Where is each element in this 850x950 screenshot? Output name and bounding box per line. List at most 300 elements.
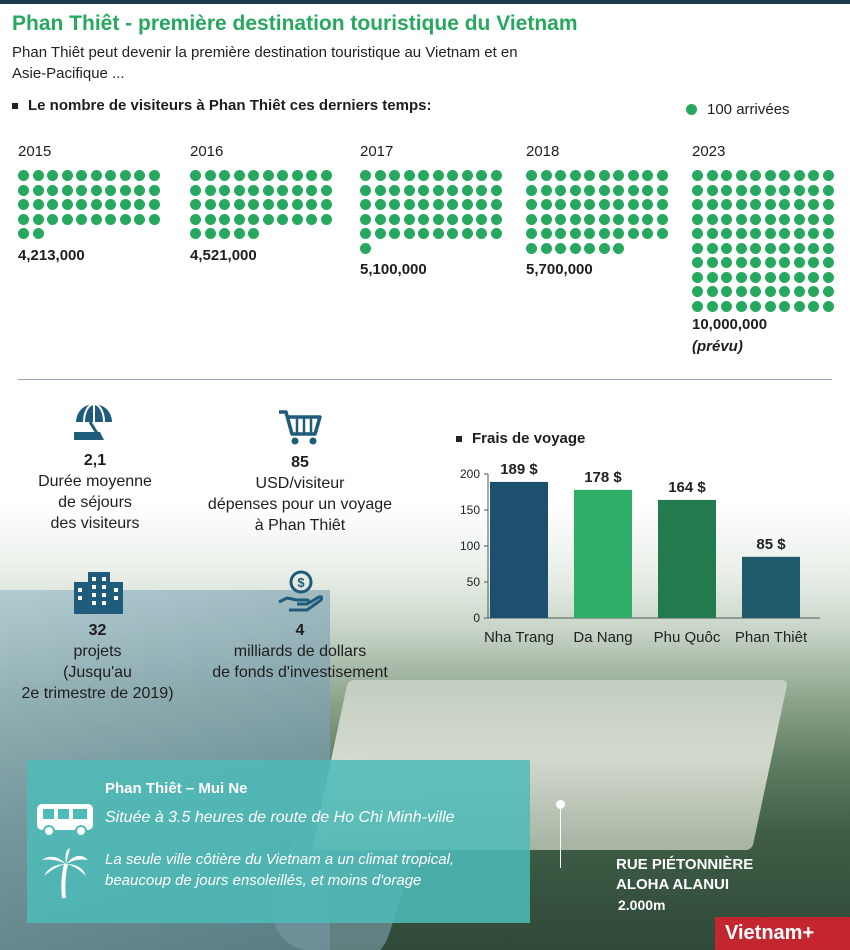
visitor-dot (292, 170, 303, 181)
visitor-dot (628, 170, 639, 181)
visitor-dot (808, 228, 819, 239)
visitor-dot (18, 214, 29, 225)
y-tick-label: 200 (459, 467, 480, 481)
visitor-dot (750, 199, 761, 210)
y-tick-label: 100 (459, 539, 480, 553)
visitor-dot (248, 170, 259, 181)
stat-stay-value: 2,1 (83, 452, 107, 469)
category-label: Nha Trang (483, 629, 555, 646)
visitor-dot (389, 199, 400, 210)
visitor-dot (642, 199, 653, 210)
visitor-dot (584, 185, 595, 196)
stat-projects-value: 32 (88, 622, 107, 639)
visitor-dot (765, 257, 776, 268)
visitor-dot (779, 228, 790, 239)
visitor-dot (750, 301, 761, 312)
dot-legend (686, 101, 790, 118)
visitor-dot (599, 228, 610, 239)
visitor-dot (823, 228, 834, 239)
stat-investment-label: milliards de dollars (233, 643, 367, 660)
dot-legend-icon (686, 104, 697, 115)
visitor-dot (149, 214, 160, 225)
visitor-dot (47, 170, 58, 181)
visitor-dot (750, 272, 761, 283)
page-subtitle: Phan Thiêt peut devenir la première destination touristique au Vietnam et en Asie-Pacifique ... (12, 44, 518, 82)
visitor-dot (721, 228, 732, 239)
visitor-dot (62, 170, 73, 181)
visitor-dot (91, 214, 102, 225)
visitor-dot (526, 228, 537, 239)
stat-spend-label: à Phan Thiêt (254, 517, 346, 534)
visitor-dot (794, 214, 805, 225)
visitor-dot (765, 185, 776, 196)
visitor-dot (794, 257, 805, 268)
visitor-dot (779, 301, 790, 312)
stat-spend (195, 408, 405, 536)
visitor-dot (541, 214, 552, 225)
visitor-dot (190, 170, 201, 181)
visitor-dot (321, 199, 332, 210)
visitor-dot (134, 170, 145, 181)
visitor-dot (447, 228, 458, 239)
visitor-dot (823, 257, 834, 268)
visitor-dot (219, 199, 230, 210)
visitor-dot (750, 228, 761, 239)
visitor-dot (219, 185, 230, 196)
visitor-dot (404, 214, 415, 225)
visitor-dot (779, 243, 790, 254)
visitor-dot (808, 286, 819, 297)
visitor-dot (823, 214, 834, 225)
visitor-dot (190, 185, 201, 196)
visitor-dot (219, 170, 230, 181)
visitor-dot (404, 170, 415, 181)
visitor-dot (736, 228, 747, 239)
visitor-dot (476, 199, 487, 210)
visitor-dot (570, 228, 581, 239)
visitor-dot (360, 199, 371, 210)
visitor-dot (491, 185, 502, 196)
visitor-dot (584, 214, 595, 225)
bar (742, 557, 800, 618)
stat-projects-label: (Jusqu'au (63, 664, 132, 681)
visitor-dot (476, 214, 487, 225)
year-group-2018 (526, 143, 671, 257)
visitor-count-2015: 4,213,000 (18, 247, 85, 264)
building-icon (71, 570, 125, 614)
category-label: Phan Thiêt (734, 629, 808, 646)
visitor-dot (736, 243, 747, 254)
visitor-dot (234, 214, 245, 225)
visitor-dot (555, 185, 566, 196)
visitor-dot (149, 185, 160, 196)
visitor-dot (692, 170, 703, 181)
visitor-dot (570, 185, 581, 196)
visitor-dot (433, 185, 444, 196)
visitor-dot (33, 214, 44, 225)
category-label: Da Nang (573, 629, 633, 646)
visitor-dot (613, 199, 624, 210)
visitor-dot (750, 170, 761, 181)
visitor-dot (707, 272, 718, 283)
visitor-dot (418, 170, 429, 181)
visitor-dot (736, 185, 747, 196)
visitor-dot (491, 228, 502, 239)
dot-matrix (526, 170, 671, 257)
visitor-dot (447, 170, 458, 181)
visitor-dot (389, 170, 400, 181)
visitor-dot (794, 243, 805, 254)
visitor-dot (555, 214, 566, 225)
visitor-dot (721, 199, 732, 210)
visitor-dot (33, 199, 44, 210)
stat-stay-label: Durée moyenne (38, 473, 152, 490)
visitor-dot (263, 214, 274, 225)
top-bar (0, 0, 850, 4)
visitor-dot (657, 170, 668, 181)
visitor-dot (750, 243, 761, 254)
visitor-dot (18, 228, 29, 239)
visitor-dot (707, 286, 718, 297)
visitor-dot (205, 228, 216, 239)
visitor-dot (823, 286, 834, 297)
visitor-dot (306, 170, 317, 181)
visitor-dot (476, 228, 487, 239)
bar-value-label: 178 $ (584, 468, 622, 486)
visitor-dot (190, 199, 201, 210)
dot-matrix (18, 170, 163, 243)
visitor-dot (62, 199, 73, 210)
visitor-dot (263, 185, 274, 196)
visitor-dot (234, 199, 245, 210)
bullet-square-icon (12, 103, 18, 109)
visitor-dot (33, 170, 44, 181)
visitor-dot (555, 170, 566, 181)
stat-stay-label: de séjours (58, 494, 132, 511)
stat-stay (20, 400, 170, 534)
visitor-dot (692, 257, 703, 268)
visitor-dot (613, 228, 624, 239)
visitor-dot (808, 301, 819, 312)
money-hand-icon (277, 570, 323, 614)
visitor-dot (360, 214, 371, 225)
visitor-dot (105, 214, 116, 225)
info-box (27, 760, 530, 923)
visitor-dot (219, 228, 230, 239)
visitor-dot (692, 301, 703, 312)
visitor-dot (613, 243, 624, 254)
bar-value-label: 85 $ (756, 535, 786, 553)
visitor-dot (277, 185, 288, 196)
street-name: ALOHA ALANUI (616, 876, 730, 893)
visitor-dot (91, 185, 102, 196)
visitor-dot (476, 170, 487, 181)
visitor-dot (808, 272, 819, 283)
visitors-heading (12, 97, 431, 114)
visitor-dot (628, 214, 639, 225)
visitor-dot (707, 199, 718, 210)
year-group-2015 (18, 143, 163, 243)
year-label: 2023 (692, 143, 726, 160)
visitor-dot (692, 185, 703, 196)
visitor-dot (404, 199, 415, 210)
visitor-dot (263, 170, 274, 181)
visitor-dot (120, 170, 131, 181)
visitor-dot (321, 170, 332, 181)
street-length: 2.000m (618, 897, 666, 913)
visitor-dot (657, 228, 668, 239)
visitor-dot (599, 214, 610, 225)
visitor-dot (555, 228, 566, 239)
visitor-dot (462, 185, 473, 196)
visitor-dot (76, 214, 87, 225)
visitor-dot (736, 286, 747, 297)
dot-matrix (692, 170, 837, 315)
visitor-dot (526, 243, 537, 254)
visitor-dot (628, 199, 639, 210)
visitor-dot (447, 199, 458, 210)
visitor-dot (306, 214, 317, 225)
visitor-dot (721, 170, 732, 181)
visitor-dot (692, 199, 703, 210)
visitor-dot (375, 214, 386, 225)
visitor-dot (149, 170, 160, 181)
visitor-dot (613, 214, 624, 225)
visitor-dot (491, 199, 502, 210)
bar (574, 490, 632, 618)
bus-icon (35, 802, 95, 838)
visitor-dot (707, 170, 718, 181)
visitor-dot (541, 170, 552, 181)
visitor-dot (613, 185, 624, 196)
year-label: 2017 (360, 143, 394, 160)
visitor-dot (292, 199, 303, 210)
visitor-dot (808, 199, 819, 210)
visitor-dot (447, 185, 458, 196)
visitor-dot (18, 199, 29, 210)
street-name: RUE PIÉTONNIÈRE (616, 856, 754, 873)
stat-investment-value: 4 (295, 622, 305, 639)
visitor-dot (721, 185, 732, 196)
visitor-dot (794, 286, 805, 297)
stat-spend-label: dépenses pour un voyage (207, 496, 393, 513)
visitor-dot (33, 185, 44, 196)
visitor-dot (736, 214, 747, 225)
stat-projects-label: 2e trimestre de 2019) (21, 685, 174, 702)
visitor-dot (808, 214, 819, 225)
visitor-dot (692, 214, 703, 225)
visitor-dot (120, 199, 131, 210)
visitor-dot (447, 214, 458, 225)
visitor-dot (462, 199, 473, 210)
visitor-dot (779, 170, 790, 181)
visitor-dot (462, 170, 473, 181)
visitor-dot (765, 243, 776, 254)
visitor-dot (779, 214, 790, 225)
visitor-dot (692, 272, 703, 283)
info-climate: La seule ville côtière du Vietnam a un climat tropical, beaucoup de jours ensoleillés, et moins d'orage (105, 851, 455, 889)
visitor-dot (306, 185, 317, 196)
visitor-dot (823, 243, 834, 254)
visitor-dot (823, 272, 834, 283)
visitor-dot (628, 185, 639, 196)
visitor-dot (47, 199, 58, 210)
visitor-dot (736, 257, 747, 268)
y-tick-label: 0 (473, 611, 480, 625)
visitor-dot (570, 243, 581, 254)
visitor-dot (248, 214, 259, 225)
visitor-dot (105, 170, 116, 181)
dot-legend-label: 100 arrivées (707, 101, 790, 118)
visitor-dot (736, 170, 747, 181)
visitor-dot (750, 185, 761, 196)
visitor-dot (134, 214, 145, 225)
visitor-dot (321, 185, 332, 196)
visitor-dot (779, 185, 790, 196)
visitor-dot (62, 185, 73, 196)
chart-heading (456, 430, 585, 447)
visitor-dot (491, 170, 502, 181)
visitor-dot (360, 170, 371, 181)
visitor-dot (721, 257, 732, 268)
visitor-dot (541, 243, 552, 254)
visitor-dot (149, 199, 160, 210)
visitor-dot (721, 243, 732, 254)
visitor-dot (306, 199, 317, 210)
visitor-dot (707, 243, 718, 254)
y-tick-label: 50 (466, 575, 480, 589)
visitor-dot (736, 301, 747, 312)
visitor-dot (794, 170, 805, 181)
visitor-dot (555, 243, 566, 254)
visitor-dot (750, 286, 761, 297)
chart-title: Frais de voyage (472, 430, 586, 447)
beach-umbrella-icon (70, 400, 120, 444)
visitor-dot (134, 185, 145, 196)
visitor-dot (33, 228, 44, 239)
visitor-dot (389, 228, 400, 239)
visitor-dot (205, 214, 216, 225)
visitor-dot (721, 286, 732, 297)
visitor-dot (599, 199, 610, 210)
visitor-dot (541, 185, 552, 196)
dot-matrix (190, 170, 335, 243)
visitor-dot (292, 214, 303, 225)
visitor-dot (105, 199, 116, 210)
visitor-dot (205, 185, 216, 196)
visitor-dot (404, 185, 415, 196)
visitor-dot (765, 272, 776, 283)
visitor-dot (584, 228, 595, 239)
stat-projects-label: projets (73, 643, 122, 660)
year-group-2017 (360, 143, 505, 257)
y-tick-label: 150 (459, 503, 480, 517)
bar (490, 482, 548, 618)
visitor-dot (234, 228, 245, 239)
visitor-count-note: (prévu) (692, 338, 743, 355)
visitor-dot (584, 199, 595, 210)
visitor-dot (277, 214, 288, 225)
shopping-cart-icon (277, 408, 323, 446)
visitor-dot (823, 199, 834, 210)
visitor-dot (62, 214, 73, 225)
visitor-dot (375, 199, 386, 210)
stat-investment-label: de fonds d'investisement (212, 664, 388, 681)
visitor-dot (721, 272, 732, 283)
visitor-dot (584, 170, 595, 181)
visitor-dot (47, 214, 58, 225)
visitor-dot (823, 301, 834, 312)
visitor-dot (707, 214, 718, 225)
visitor-dot (541, 228, 552, 239)
visitor-dot (765, 286, 776, 297)
visitor-dot (404, 228, 415, 239)
visitor-dot (76, 170, 87, 181)
visitor-dot (234, 170, 245, 181)
visitor-dot (205, 199, 216, 210)
visitor-dot (433, 170, 444, 181)
visitor-dot (765, 170, 776, 181)
visitor-dot (91, 199, 102, 210)
visitor-dot (779, 286, 790, 297)
visitor-dot (692, 286, 703, 297)
visitor-dot (750, 214, 761, 225)
visitor-dot (375, 228, 386, 239)
visitor-dot (418, 185, 429, 196)
visitor-dot (779, 257, 790, 268)
visitor-dot (736, 272, 747, 283)
visitor-dot (707, 228, 718, 239)
visitor-dot (808, 243, 819, 254)
visitor-dot (360, 185, 371, 196)
visitor-dot (526, 214, 537, 225)
visitor-dot (389, 214, 400, 225)
year-label: 2016 (190, 143, 224, 160)
visitor-dot (219, 214, 230, 225)
bar-value-label: 164 $ (668, 478, 706, 496)
visitor-dot (433, 214, 444, 225)
visitor-dot (808, 170, 819, 181)
visitor-count-2018: 5,700,000 (526, 261, 593, 278)
visitor-dot (628, 228, 639, 239)
visitor-dot (599, 170, 610, 181)
visitor-dot (570, 170, 581, 181)
visitor-dot (248, 228, 259, 239)
category-label: Phu Quôc (653, 629, 721, 646)
visitor-dot (321, 214, 332, 225)
visitor-dot (375, 185, 386, 196)
visitor-dot (736, 199, 747, 210)
year-group-2016 (190, 143, 335, 243)
visitor-count-2023: 10,000,000 (692, 316, 768, 333)
visitor-dot (707, 301, 718, 312)
visitor-dot (794, 185, 805, 196)
visitor-dot (642, 170, 653, 181)
visitor-dot (541, 199, 552, 210)
visitor-dot (779, 199, 790, 210)
bar-value-label: 189 $ (500, 460, 538, 478)
visitor-dot (721, 301, 732, 312)
visitor-dot (707, 257, 718, 268)
info-title: Phan Thiêt – Mui Ne (105, 780, 248, 797)
year-label: 2015 (18, 143, 52, 160)
dot-matrix (360, 170, 505, 257)
visitor-count-2016: 4,521,000 (190, 247, 257, 264)
visitor-dot (765, 301, 776, 312)
visitor-dot (642, 214, 653, 225)
visitor-dot (642, 228, 653, 239)
visitor-dot (570, 214, 581, 225)
